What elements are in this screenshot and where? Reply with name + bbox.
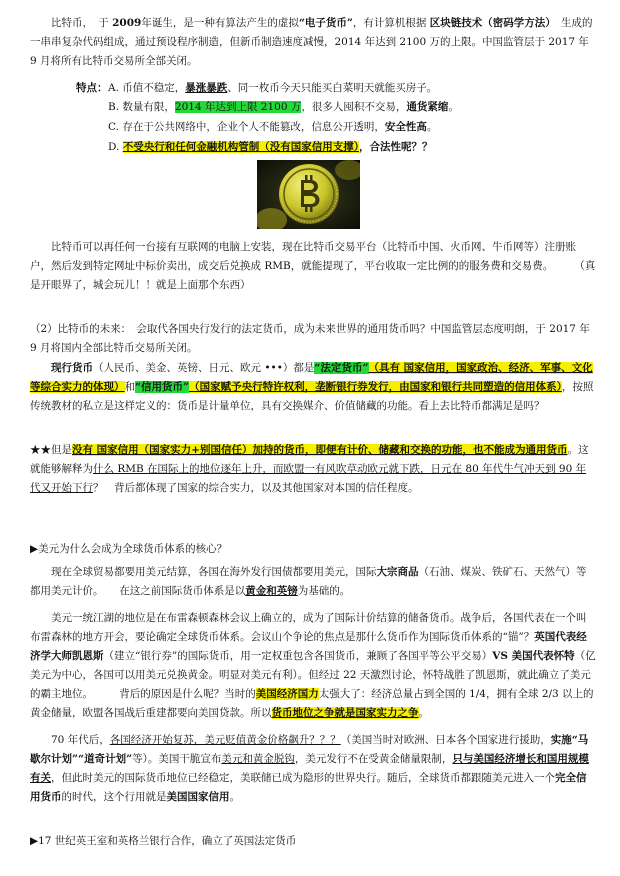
text: 年 bbox=[578, 36, 589, 48]
keyword: “电子货币” bbox=[298, 17, 353, 29]
text: 太强大了：经济总量占到全国的 1/4，拥有全球 2/3 以上的黄金储量，欧盟各国战后重建都要向美国贷款。所以 bbox=[30, 688, 594, 719]
underlined-text: 各国经济开始复苏，美元贬值黄金价格飙升？？？ bbox=[109, 734, 341, 746]
keyword: 通货紧缩 bbox=[406, 101, 449, 113]
text: A. 币值不稳定， bbox=[108, 82, 186, 94]
text: D. bbox=[108, 141, 123, 153]
text: 。 bbox=[229, 791, 240, 803]
keyword: 现行货币 bbox=[51, 362, 93, 374]
keyword: ，合法性呢？？ bbox=[358, 141, 433, 153]
bretton-woods-paragraph bbox=[30, 609, 596, 723]
current-currency-paragraph bbox=[30, 359, 596, 416]
text: ，但此时美元的国际货币地位已经稳定，美联储已成为隐形的世界央行。随后，全球货币都跟随美元进入一个 bbox=[51, 772, 555, 784]
text: 生成的一串串复杂代码组成，通过预设程序制造，但新币制造速度减慢， bbox=[30, 17, 593, 48]
keyword: 黄金和英镑 bbox=[245, 585, 298, 597]
text: 万的上限。中国监管层于 bbox=[429, 36, 545, 48]
underlined-text: 美元和黄金脱钩 bbox=[221, 753, 295, 765]
text: ，美元发行不在受黄金储量限制， bbox=[294, 753, 453, 765]
highlight: 2014 年达到上限 2100 万 bbox=[174, 101, 302, 113]
feature-a bbox=[108, 79, 437, 98]
text: 年达到 bbox=[364, 36, 397, 48]
section-heading-gbp: ▶17 世纪英王室和英格兰银行合作，确立了英国法定货币 bbox=[30, 835, 297, 847]
text: 2100 bbox=[399, 36, 427, 48]
keyword: 英国代表经济学大师凯恩斯 bbox=[30, 631, 587, 662]
highlight: 美国经济国力 bbox=[255, 688, 319, 700]
highlight: 货币地位之争就是国家实力之争 bbox=[271, 707, 419, 719]
text: 、同一枚币今天只能买白菜明天就能买房子。 bbox=[227, 82, 438, 94]
text: C. 存在于公共网络中，企业个人不能篡改，信息公开透明， bbox=[108, 121, 385, 133]
keyword: 只与美国经济增长和国用规模有关 bbox=[30, 753, 589, 784]
text: 。这就能够解释为 bbox=[30, 444, 589, 475]
text: 比特币， bbox=[51, 17, 88, 29]
text: 。 bbox=[418, 707, 429, 719]
keyword: VS 美国代表怀特 bbox=[492, 650, 575, 662]
highlight: 不受央行和任何金融机构管制（没有国家信用支撑） bbox=[122, 141, 359, 153]
keyword: 大宗商品 bbox=[376, 566, 419, 578]
bitcoin-intro-paragraph bbox=[30, 14, 596, 71]
feature-b bbox=[108, 98, 459, 117]
text: （石油、煤炭、铁矿石、天然气）等都用美元计价。 在这之前国际货币体系是以 bbox=[30, 566, 587, 597]
text: ，按照传统教材的私立是这样定义的：货币是计量单位，具有交换媒介、价值储藏的功能。看上去比特币都满足是吗？ bbox=[30, 381, 594, 412]
text: B. 数量有限， bbox=[108, 101, 175, 113]
text: （亿美元为中心，各国可以用美元兑换黄金。明显对美元有利）。但经过 22 天激烈讨论，怀特战胜了凯恩斯，就此确立了美元的霸主地位。 背后的原因是什么呢？当时的 bbox=[30, 650, 596, 700]
bitcoin-future-paragraph: （2）比特币的未来： 会取代各国央行发行的法定货币，成为未来世界的通用货币吗？中国监管层态度明朗，于 2017 年 9 月将国内全部比特币交易所关闭。 bbox=[30, 323, 590, 354]
features-label: 特点： bbox=[76, 82, 108, 94]
text: 。 bbox=[448, 101, 459, 113]
keyword: 安全性高 bbox=[384, 121, 427, 133]
text: 2017 bbox=[548, 36, 576, 48]
highlight: “信用货币” bbox=[135, 381, 190, 393]
text: 但是 bbox=[51, 444, 72, 456]
usd-settlement-paragraph bbox=[30, 563, 596, 601]
text: 为基础的。 bbox=[297, 585, 351, 597]
text: 和 bbox=[124, 381, 135, 393]
post-1970s-paragraph bbox=[30, 731, 596, 807]
highlight: （具有 国家信用，国家政治、经济、军事、文化等综合实力的体现） bbox=[30, 362, 593, 393]
text: 美元一统江湖的地位是在布雷森顿森林会议上确立的，成为了国际计价结算的储备货币。战争后，各国代表在一个叫布雷森林的地方开会，要论确定全球货币体系。会议山个争论的焦点是那什么货币作为国际货币体系的“锚”？ bbox=[30, 612, 587, 643]
highlight: （国家赋予央行特许权利，垄断银行券发行，由国家和银行共同塑造的信用体系） bbox=[189, 381, 562, 393]
text: 于 bbox=[98, 17, 109, 29]
keyword: 美国国家信用 bbox=[166, 791, 230, 803]
national-credit-paragraph bbox=[30, 441, 596, 498]
text: （美国当时对欧洲、日本各个国家进行援助， bbox=[340, 734, 551, 746]
text: 9 bbox=[30, 55, 37, 67]
star-icon: ★★ bbox=[30, 444, 51, 456]
keyword: 实施“马歇尔计划”“道奇计划” bbox=[30, 734, 589, 765]
text: （人民币、美金、英镑、日元、欧元 •••）都是 bbox=[93, 362, 315, 374]
text: 现在全球贸易都要用美元结算，各国在海外发行国债都要用美元，国际 bbox=[51, 566, 377, 578]
text: 70 年代后， bbox=[51, 734, 110, 746]
bitcoin-icon bbox=[257, 160, 360, 229]
text: 等）。美国干脆宣布 bbox=[132, 753, 222, 765]
highlight: 没有 国家信用（国家实力+别国信任）加持的货币，即便有计价、储藏和交换的功能，也不能成为通用货币 bbox=[72, 444, 568, 456]
year: 2009 bbox=[112, 17, 142, 29]
text: 月将所有比特币交易所全部关闭。 bbox=[40, 55, 198, 67]
text: 2014 bbox=[334, 36, 362, 48]
bitcoin-coin-image bbox=[257, 160, 360, 229]
feature-d bbox=[108, 138, 432, 157]
keyword: 完全信用货币 bbox=[30, 772, 587, 803]
keyword: 区块链技术（密码学方法） bbox=[429, 17, 551, 29]
text: （建立“银行券”的国际货币，用一定权重包含各国货币，兼顾了各国平等公平交易） bbox=[103, 650, 493, 662]
section-heading-usd: ▶美元为什么会成为全球货币体系的核心？ bbox=[30, 543, 228, 555]
text: 的时代，这个行用就是 bbox=[61, 791, 167, 803]
text: 年诞生，是一种有算法产生的虚拟 bbox=[141, 17, 299, 29]
bitcoin-usage-paragraph: 比特币可以再任何一台接有互联网的电脑上安装，现在比特币交易平台（比特币中国、火币网、牛币网等）注册账户，然后发到特定网址中标价卖出，成交后兑换成 RMB，就能提现了，平台收取一定比例的的服务费和交易费。 （真是开眼界了，城会玩儿！！就是上面那个东西） bbox=[30, 241, 596, 291]
text: ，很多人囤积不交易， bbox=[301, 101, 407, 113]
text: ？ 背后都体现了国家的综合实力，以及其他国家对本国的信任程度。 bbox=[93, 482, 419, 494]
text: ，有计算机根据 bbox=[352, 17, 427, 29]
highlight: “法定货币” bbox=[314, 362, 369, 374]
text: 。 bbox=[426, 121, 438, 133]
feature-c bbox=[108, 118, 437, 137]
underlined-text: 什么 RMB 在国际上的地位逐年上升，而欧盟一有风吹草动欧元就下跌，日元在 80 年代牛气冲天到 90 年代又开始下行 bbox=[30, 463, 587, 494]
keyword: 暴涨暴跌 bbox=[185, 82, 228, 94]
